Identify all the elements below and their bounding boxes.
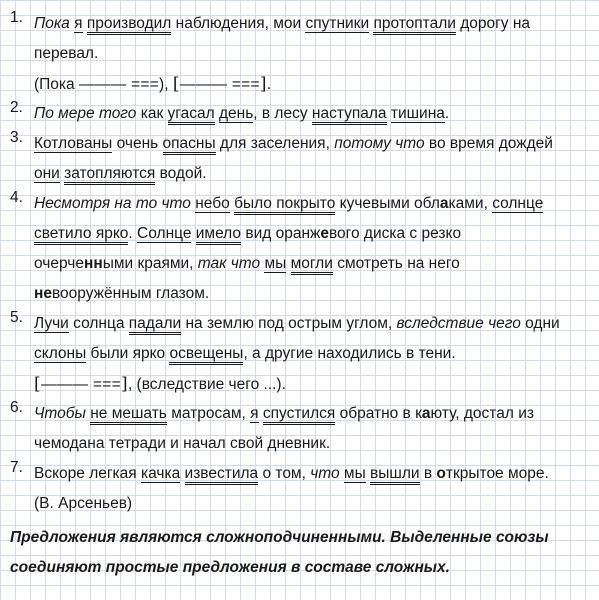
conclusion-line: Предложения являются сложноподчиненными. Выделенные союзы bbox=[10, 529, 549, 546]
text-run: были ярко bbox=[86, 345, 170, 362]
conjunction-text: Чтобы bbox=[34, 405, 86, 422]
stressed-letter: не bbox=[34, 285, 52, 302]
text-run: обратно в к bbox=[335, 405, 422, 422]
predicate-underline: освещены bbox=[169, 345, 243, 365]
text-run: очерче bbox=[34, 255, 84, 272]
text-run bbox=[180, 465, 184, 482]
item-number: 2. bbox=[10, 99, 23, 116]
subject-underline: мы bbox=[264, 255, 287, 272]
item-number: 7. bbox=[10, 459, 23, 476]
sentence-item bbox=[10, 189, 590, 309]
sentence-line bbox=[34, 369, 590, 399]
text-run: солнца bbox=[68, 315, 129, 332]
predicate-underline: имело bbox=[196, 225, 241, 245]
item-number: 6. bbox=[10, 399, 23, 416]
text-run: вого диска с резко bbox=[329, 225, 462, 242]
subject-underline: качка bbox=[140, 465, 181, 482]
predicate-underline: не мешать bbox=[90, 405, 167, 425]
text-run: Вскоре легкая bbox=[34, 465, 141, 482]
text-run: дорогу на bbox=[455, 15, 531, 32]
text-run: на землю под острым углом, bbox=[181, 315, 397, 332]
subject-underline: Котлованы bbox=[34, 135, 113, 152]
sentence-item bbox=[10, 459, 590, 519]
text-run: . bbox=[444, 105, 450, 122]
conclusion bbox=[10, 523, 590, 583]
text-run: , (вследствие чего ...). bbox=[127, 376, 286, 393]
text-run: смотреть на него bbox=[332, 255, 460, 272]
conjunction-text: вследствие чего bbox=[396, 315, 521, 332]
conjunction-text: что bbox=[310, 465, 340, 482]
subject-underline: спутники bbox=[305, 15, 370, 32]
stressed-letter: нн bbox=[83, 255, 103, 272]
predicate-underline: протоптали bbox=[373, 15, 455, 35]
sentence-item bbox=[10, 309, 590, 399]
conjunction-text: так что bbox=[197, 255, 261, 272]
text-run: чемодана тетради и начал свой дневник. bbox=[34, 435, 331, 452]
sentence-scheme: ——— === bbox=[40, 376, 121, 393]
text-run: в bbox=[419, 465, 437, 482]
exercise-document bbox=[10, 9, 590, 583]
text-run: как bbox=[136, 105, 168, 122]
text-run: . bbox=[266, 76, 272, 93]
scheme-bracket: ] bbox=[121, 374, 128, 394]
scheme-bracket: ] bbox=[259, 74, 267, 94]
stressed-letter: а bbox=[421, 405, 431, 422]
sentence-line bbox=[34, 219, 590, 249]
sentence-line bbox=[34, 39, 590, 69]
predicate-underline: производил bbox=[87, 15, 172, 35]
subject-underline: Солнце bbox=[137, 225, 192, 242]
subject-underline: Лучи bbox=[34, 315, 69, 332]
sentence-line bbox=[34, 249, 590, 279]
subject-underline: склоны bbox=[34, 345, 87, 362]
sentence-item bbox=[10, 129, 590, 189]
text-run: , в лесу bbox=[253, 105, 312, 122]
conjunction-text: Пока bbox=[34, 15, 70, 32]
sentence-item bbox=[10, 399, 590, 459]
text-run: ками, bbox=[448, 195, 493, 212]
text-run: о том, bbox=[258, 465, 311, 482]
sentence-line bbox=[34, 129, 590, 159]
subject-underline: день bbox=[218, 105, 254, 122]
text-run: . bbox=[128, 225, 138, 242]
text-run bbox=[286, 255, 290, 272]
text-run: перевал. bbox=[34, 45, 99, 62]
conjunction-text: потому что bbox=[334, 135, 425, 152]
sentence-line bbox=[34, 9, 590, 39]
text-run: юту, достал из bbox=[430, 405, 534, 422]
predicate-underline: затопляются bbox=[64, 165, 155, 185]
text-run: вооружённым глазом. bbox=[51, 285, 210, 302]
text-run: одни bbox=[520, 315, 560, 332]
sentence-line bbox=[34, 339, 590, 369]
predicate-underline: известила bbox=[185, 465, 259, 485]
subject-underline: они bbox=[34, 165, 60, 182]
subject-underline: тишина bbox=[390, 105, 445, 122]
text-run: (В. Арсеньев) bbox=[34, 495, 133, 512]
sentence-line bbox=[34, 309, 590, 339]
sentence-line bbox=[34, 399, 590, 429]
scheme-bracket: [ bbox=[34, 374, 41, 394]
sentence-scheme: ——— === bbox=[78, 76, 160, 93]
text-run: наблюдения, мои bbox=[171, 15, 306, 32]
conjunction-text: Несмотря на то что bbox=[34, 195, 191, 212]
sentence-scheme: ——— === bbox=[179, 76, 260, 93]
text-run: матросам, bbox=[166, 405, 251, 422]
item-number: 4. bbox=[10, 189, 23, 206]
conjunction-text: По мере того bbox=[34, 105, 137, 122]
stressed-letter: а bbox=[439, 195, 449, 212]
scheme-bracket: [ bbox=[172, 74, 180, 94]
conclusion-line: соединяют простые предложения в составе сложных. bbox=[10, 559, 450, 576]
item-number: 1. bbox=[10, 9, 23, 26]
sentence-line bbox=[34, 189, 590, 219]
text-run: ), bbox=[159, 76, 173, 93]
sentence-item bbox=[10, 9, 590, 99]
text-run: во время дождей bbox=[424, 135, 553, 152]
predicate-underline: падали bbox=[129, 315, 181, 335]
predicate-underline: было покрыто bbox=[234, 195, 335, 215]
subject-underline: мы bbox=[343, 465, 366, 482]
text-run: для заселения, bbox=[215, 135, 335, 152]
predicate-underline: наступала bbox=[312, 105, 387, 125]
item-number: 5. bbox=[10, 309, 23, 326]
text-run: , а другие находились в тени. bbox=[243, 345, 456, 362]
subject-underline: я bbox=[250, 405, 259, 422]
item-number: 3. bbox=[10, 129, 23, 146]
text-run: (Пока bbox=[34, 76, 79, 93]
sentence-line bbox=[34, 99, 590, 129]
text-run: очень bbox=[112, 135, 163, 152]
subject-underline: я bbox=[74, 15, 83, 32]
sentence-line bbox=[34, 429, 590, 459]
predicate-underline: светило ярко bbox=[34, 225, 128, 245]
text-run: кучевыми обл bbox=[335, 195, 440, 212]
text-run: ыми краями, bbox=[102, 255, 198, 272]
text-run: вид оранж bbox=[241, 225, 321, 242]
text-run: ткрытое море. bbox=[445, 465, 549, 482]
sentence-line bbox=[34, 159, 590, 189]
predicate-underline: могли bbox=[291, 255, 333, 275]
sentence-line bbox=[34, 279, 590, 309]
sentence-item bbox=[10, 99, 590, 129]
text-run: водой. bbox=[155, 165, 207, 182]
predicate-underline: угасал bbox=[168, 105, 215, 125]
stressed-letter: е bbox=[320, 225, 329, 242]
subject-underline: солнце bbox=[492, 195, 544, 212]
predicate-underline: спустился bbox=[263, 405, 335, 425]
sentence-line bbox=[34, 459, 590, 489]
sentence-line bbox=[34, 69, 590, 99]
stressed-letter: о bbox=[436, 465, 446, 482]
sentence-line bbox=[34, 489, 590, 519]
subject-underline: небо bbox=[195, 195, 230, 212]
predicate-underline: вышли bbox=[370, 465, 420, 485]
predicate-underline: опасны bbox=[163, 135, 216, 155]
